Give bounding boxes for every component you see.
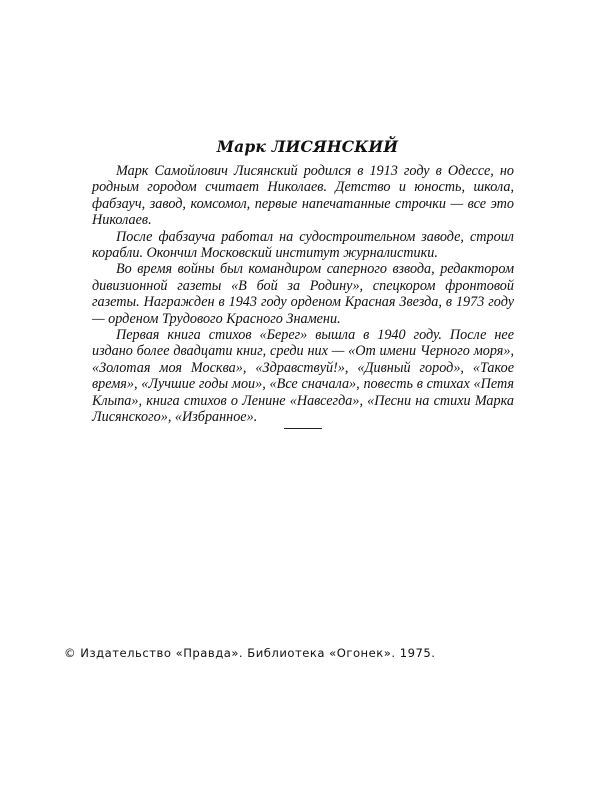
- bio-paragraph-war: Во время войны был командиром саперного взвода, редактором дивизионной газеты «В бой за Родину», спецкором фронтовой газеты. Награжден в 1943 году орденом Красная Звезда, в 1973 году — орденом Трудового Красного Знамени.: [92, 261, 514, 327]
- author-heading: Марк ЛИСЯНСКИЙ: [216, 137, 399, 156]
- copyright-line: © Издательство «Правда». Библиотека «Огонек». 1975.: [64, 646, 436, 660]
- bio-paragraph-birth: Марк Самойлович Лисянский родился в 1913 году в Одессе, но родным городом считает Николаев. Детство и юность, школа, фабзауч, завод, комсомол, первые напечатанные строчки — все это Николаев.: [92, 163, 514, 229]
- section-divider: [284, 428, 322, 429]
- bio-paragraph-education: После фабзауча работал на судостроительном заводе, строил корабли. Окончил Московский институт журналистики.: [92, 228, 514, 262]
- author-biography: [92, 163, 514, 426]
- bio-paragraph-books: Первая книга стихов «Берег» вышла в 1940 году. После нее издано более двадцати книг, среди них — «От имени Черного моря», «Золотая моя Москва», «Здравствуй!», «Дивный город», «Такое время», «Лучшие годы мои», «Все сначала», повесть в стихах «Петя Клыпа», книга стихов о Ленине «Навсегда», «Песни на стихи Марка Лисянского», «Избранное».: [92, 327, 514, 426]
